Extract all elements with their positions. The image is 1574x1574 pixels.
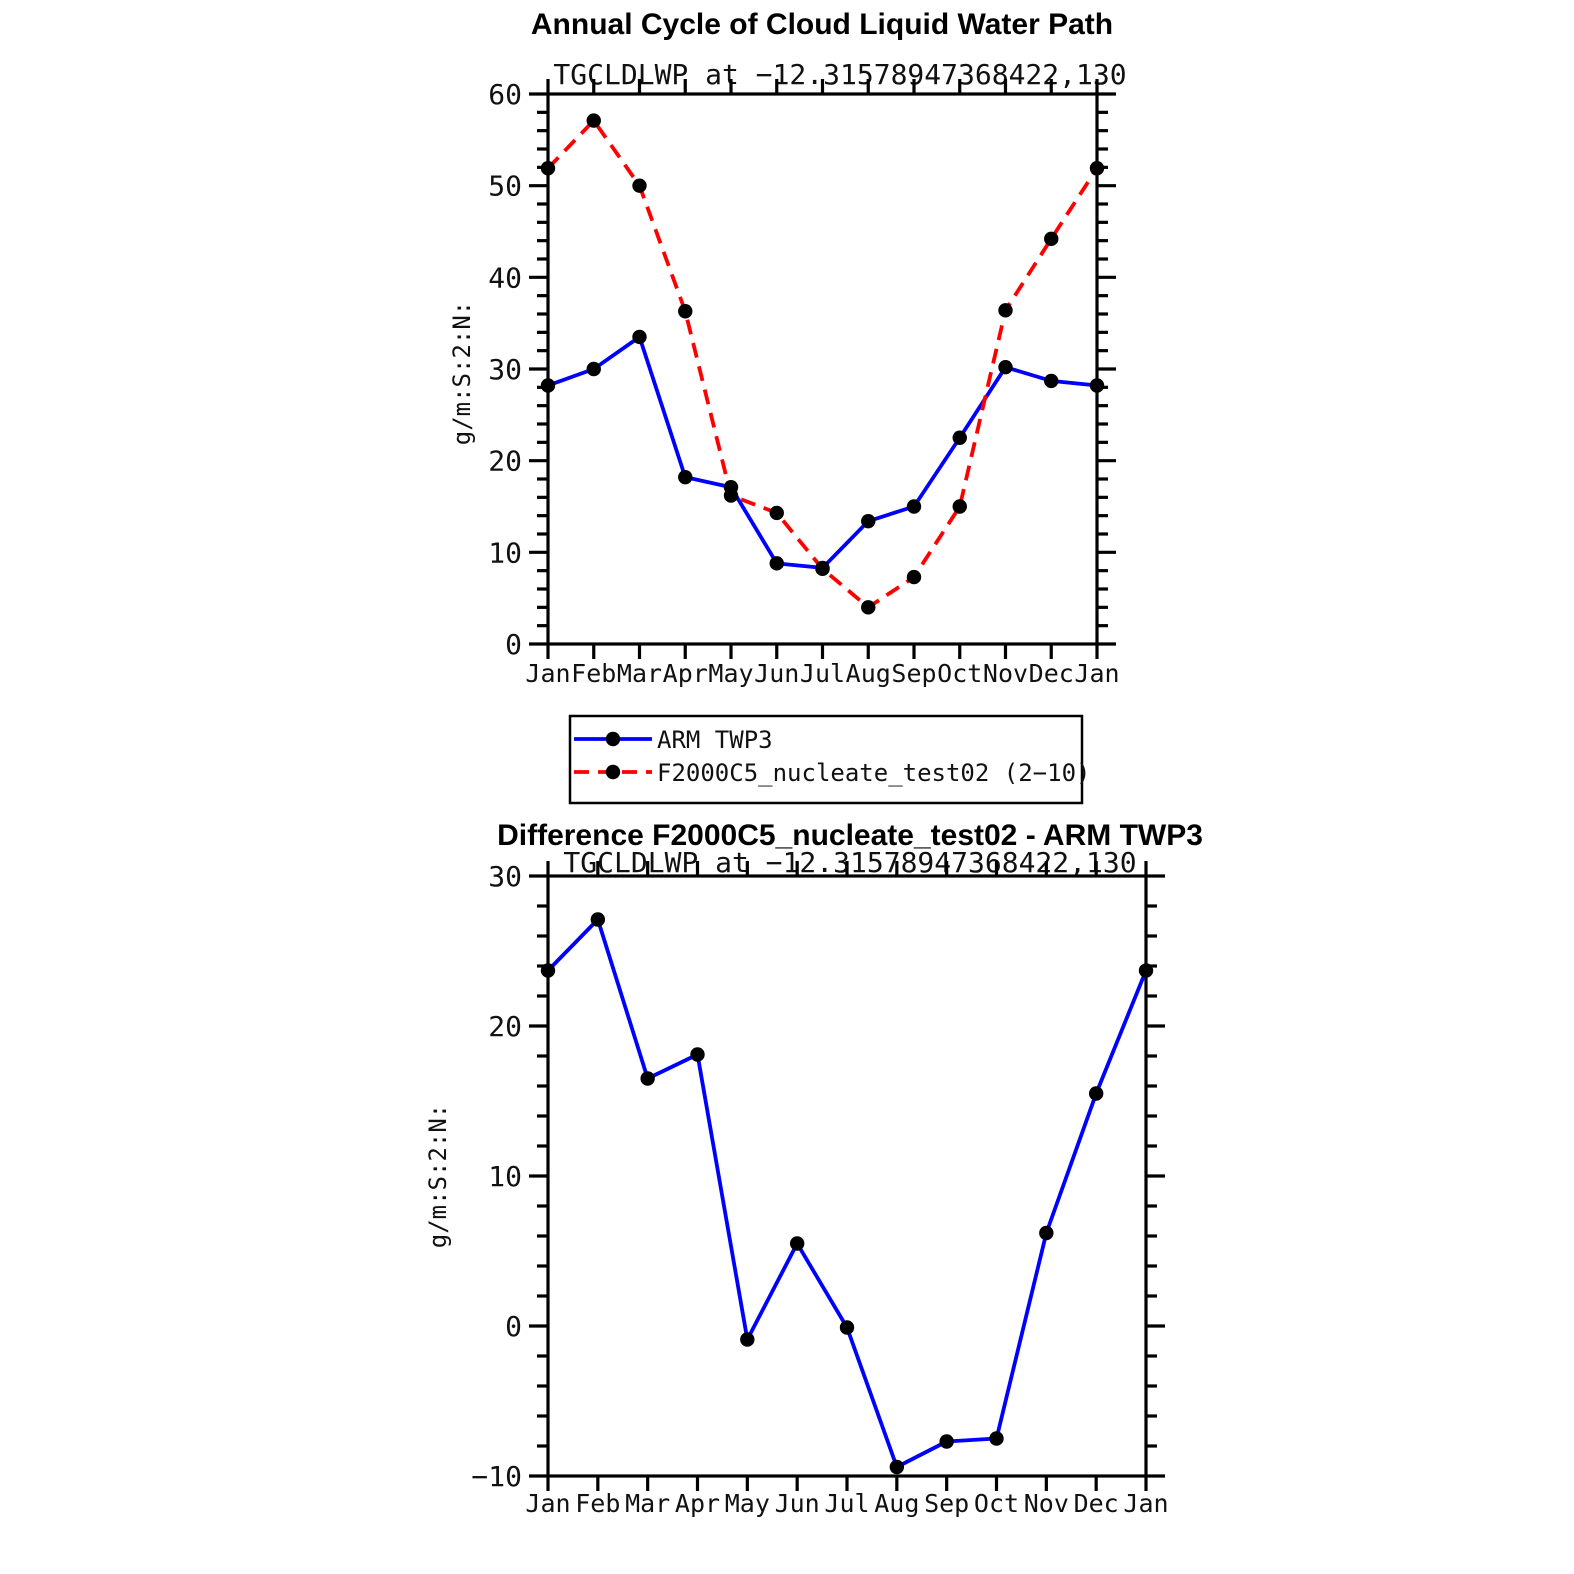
x-tick-label: Nov: [982, 659, 1029, 688]
data-point-marker: [861, 600, 875, 614]
x-tick-label: Jul: [799, 659, 846, 688]
x-tick-label: Jul: [824, 1489, 870, 1518]
x-tick-label: Apr: [662, 659, 708, 688]
data-point-marker: [815, 562, 829, 576]
x-tick-label: Jan: [525, 1489, 571, 1518]
data-point-marker: [678, 470, 692, 484]
y-tick-label: 20: [488, 444, 522, 478]
x-tick-label: Jun: [774, 1489, 820, 1518]
data-point-marker: [907, 499, 921, 513]
x-tick-label: Apr: [674, 1489, 721, 1518]
data-point-marker: [640, 1071, 654, 1085]
chart2-title: Difference F2000C5_nucleate_test02 - ARM TWP3: [497, 819, 1203, 852]
data-point-marker: [541, 963, 555, 977]
x-tick-label: Jun: [754, 659, 800, 688]
y-tick-label: 30: [488, 860, 522, 893]
chart1-y-axis-label: g/m:S:2:N:: [448, 300, 476, 446]
data-point-marker: [790, 1236, 804, 1250]
x-tick-label: May: [724, 1489, 770, 1518]
data-point-marker: [1139, 963, 1153, 977]
chart2-y-axis-label: g/m:S:2:N:: [424, 1103, 452, 1249]
chart1-subtitle: TGCLDLWP at −12.31578947368422,130: [553, 58, 1127, 91]
y-axis-ticks: [529, 876, 1165, 1476]
x-tick-label: Sep: [924, 1489, 970, 1518]
data-point-marker: [998, 360, 1012, 374]
data-point-marker: [587, 113, 601, 127]
x-tick-label: Feb: [575, 1489, 621, 1518]
y-tick-label: 20: [488, 1010, 522, 1043]
x-tick-label: Oct: [937, 659, 983, 688]
data-point-marker: [939, 1434, 953, 1448]
data-point-marker: [591, 912, 605, 926]
y-tick-label: 10: [488, 1160, 522, 1193]
x-tick-label: Aug: [845, 659, 891, 688]
chart1-title: Annual Cycle of Cloud Liquid Water Path: [530, 8, 1114, 41]
x-tick-label: Jan: [525, 659, 571, 688]
y-tick-label: 30: [488, 353, 522, 386]
data-point-marker: [890, 1460, 904, 1474]
y-tick-label: 10: [488, 536, 522, 570]
data-point-marker: [998, 303, 1012, 317]
data-point-marker: [1044, 232, 1058, 246]
y-tick-label: 0: [505, 628, 522, 661]
data-point-marker: [953, 499, 967, 513]
x-tick-label: Dec: [1028, 659, 1074, 688]
data-point-marker: [907, 570, 921, 584]
data-point-marker: [770, 506, 784, 520]
data-point-marker: [1090, 378, 1104, 392]
data-point-marker: [587, 362, 601, 376]
x-tick-label: Oct: [973, 1489, 1020, 1518]
data-point-marker: [770, 556, 784, 570]
series-line: [548, 337, 1097, 568]
data-point-marker: [989, 1431, 1003, 1445]
data-point-marker: [1089, 1086, 1103, 1100]
data-point-marker: [678, 304, 692, 318]
plot-frame: [548, 876, 1146, 1476]
series-line: [548, 121, 1097, 608]
x-tick-label: Mar: [625, 1489, 671, 1518]
legend-entry-label: F2000C5_nucleate_test02 (2−10): [657, 759, 1091, 787]
data-point-marker: [724, 488, 738, 502]
y-tick-label: −10: [471, 1460, 522, 1493]
y-tick-label: 50: [488, 169, 522, 203]
chart2-plot-area: [471, 860, 1168, 1518]
data-point-marker: [632, 330, 646, 344]
x-tick-label: May: [708, 659, 754, 688]
chart1-legend: [570, 716, 1090, 803]
data-point-marker: [541, 161, 555, 175]
y-tick-label: 0: [505, 1310, 522, 1343]
chart1-plot-area: [488, 78, 1119, 688]
data-point-marker: [632, 178, 646, 192]
x-tick-label: Jan: [1074, 659, 1120, 688]
x-tick-label: Dec: [1073, 1489, 1119, 1518]
data-point-marker: [690, 1047, 704, 1061]
data-point-marker: [740, 1332, 754, 1346]
chart2-subtitle: TGCLDLWP at −12.31578947368422,130: [563, 846, 1137, 879]
legend-marker-sample: [606, 765, 620, 779]
data-point-marker: [541, 378, 555, 392]
y-tick-label: 40: [488, 261, 522, 295]
data-point-marker: [1044, 374, 1058, 388]
x-tick-label: Nov: [1023, 1489, 1069, 1518]
x-tick-label: Mar: [616, 659, 663, 688]
y-tick-label: 60: [488, 78, 522, 111]
series-line: [548, 920, 1146, 1468]
data-point-marker: [1090, 161, 1104, 175]
series-markers: [541, 113, 1104, 614]
series-markers: [541, 330, 1104, 575]
x-axis-ticks: [548, 861, 1146, 1491]
x-tick-label: Feb: [571, 659, 617, 688]
data-point-marker: [861, 514, 875, 528]
data-point-marker: [840, 1320, 854, 1334]
legend-marker-sample: [606, 732, 620, 746]
x-tick-label: Aug: [874, 1489, 920, 1518]
x-tick-label: Jan: [1123, 1489, 1169, 1518]
x-tick-label: Sep: [891, 659, 937, 688]
legend-entry-label: ARM TWP3: [657, 726, 773, 754]
data-point-marker: [953, 431, 967, 445]
data-point-marker: [1039, 1226, 1053, 1240]
